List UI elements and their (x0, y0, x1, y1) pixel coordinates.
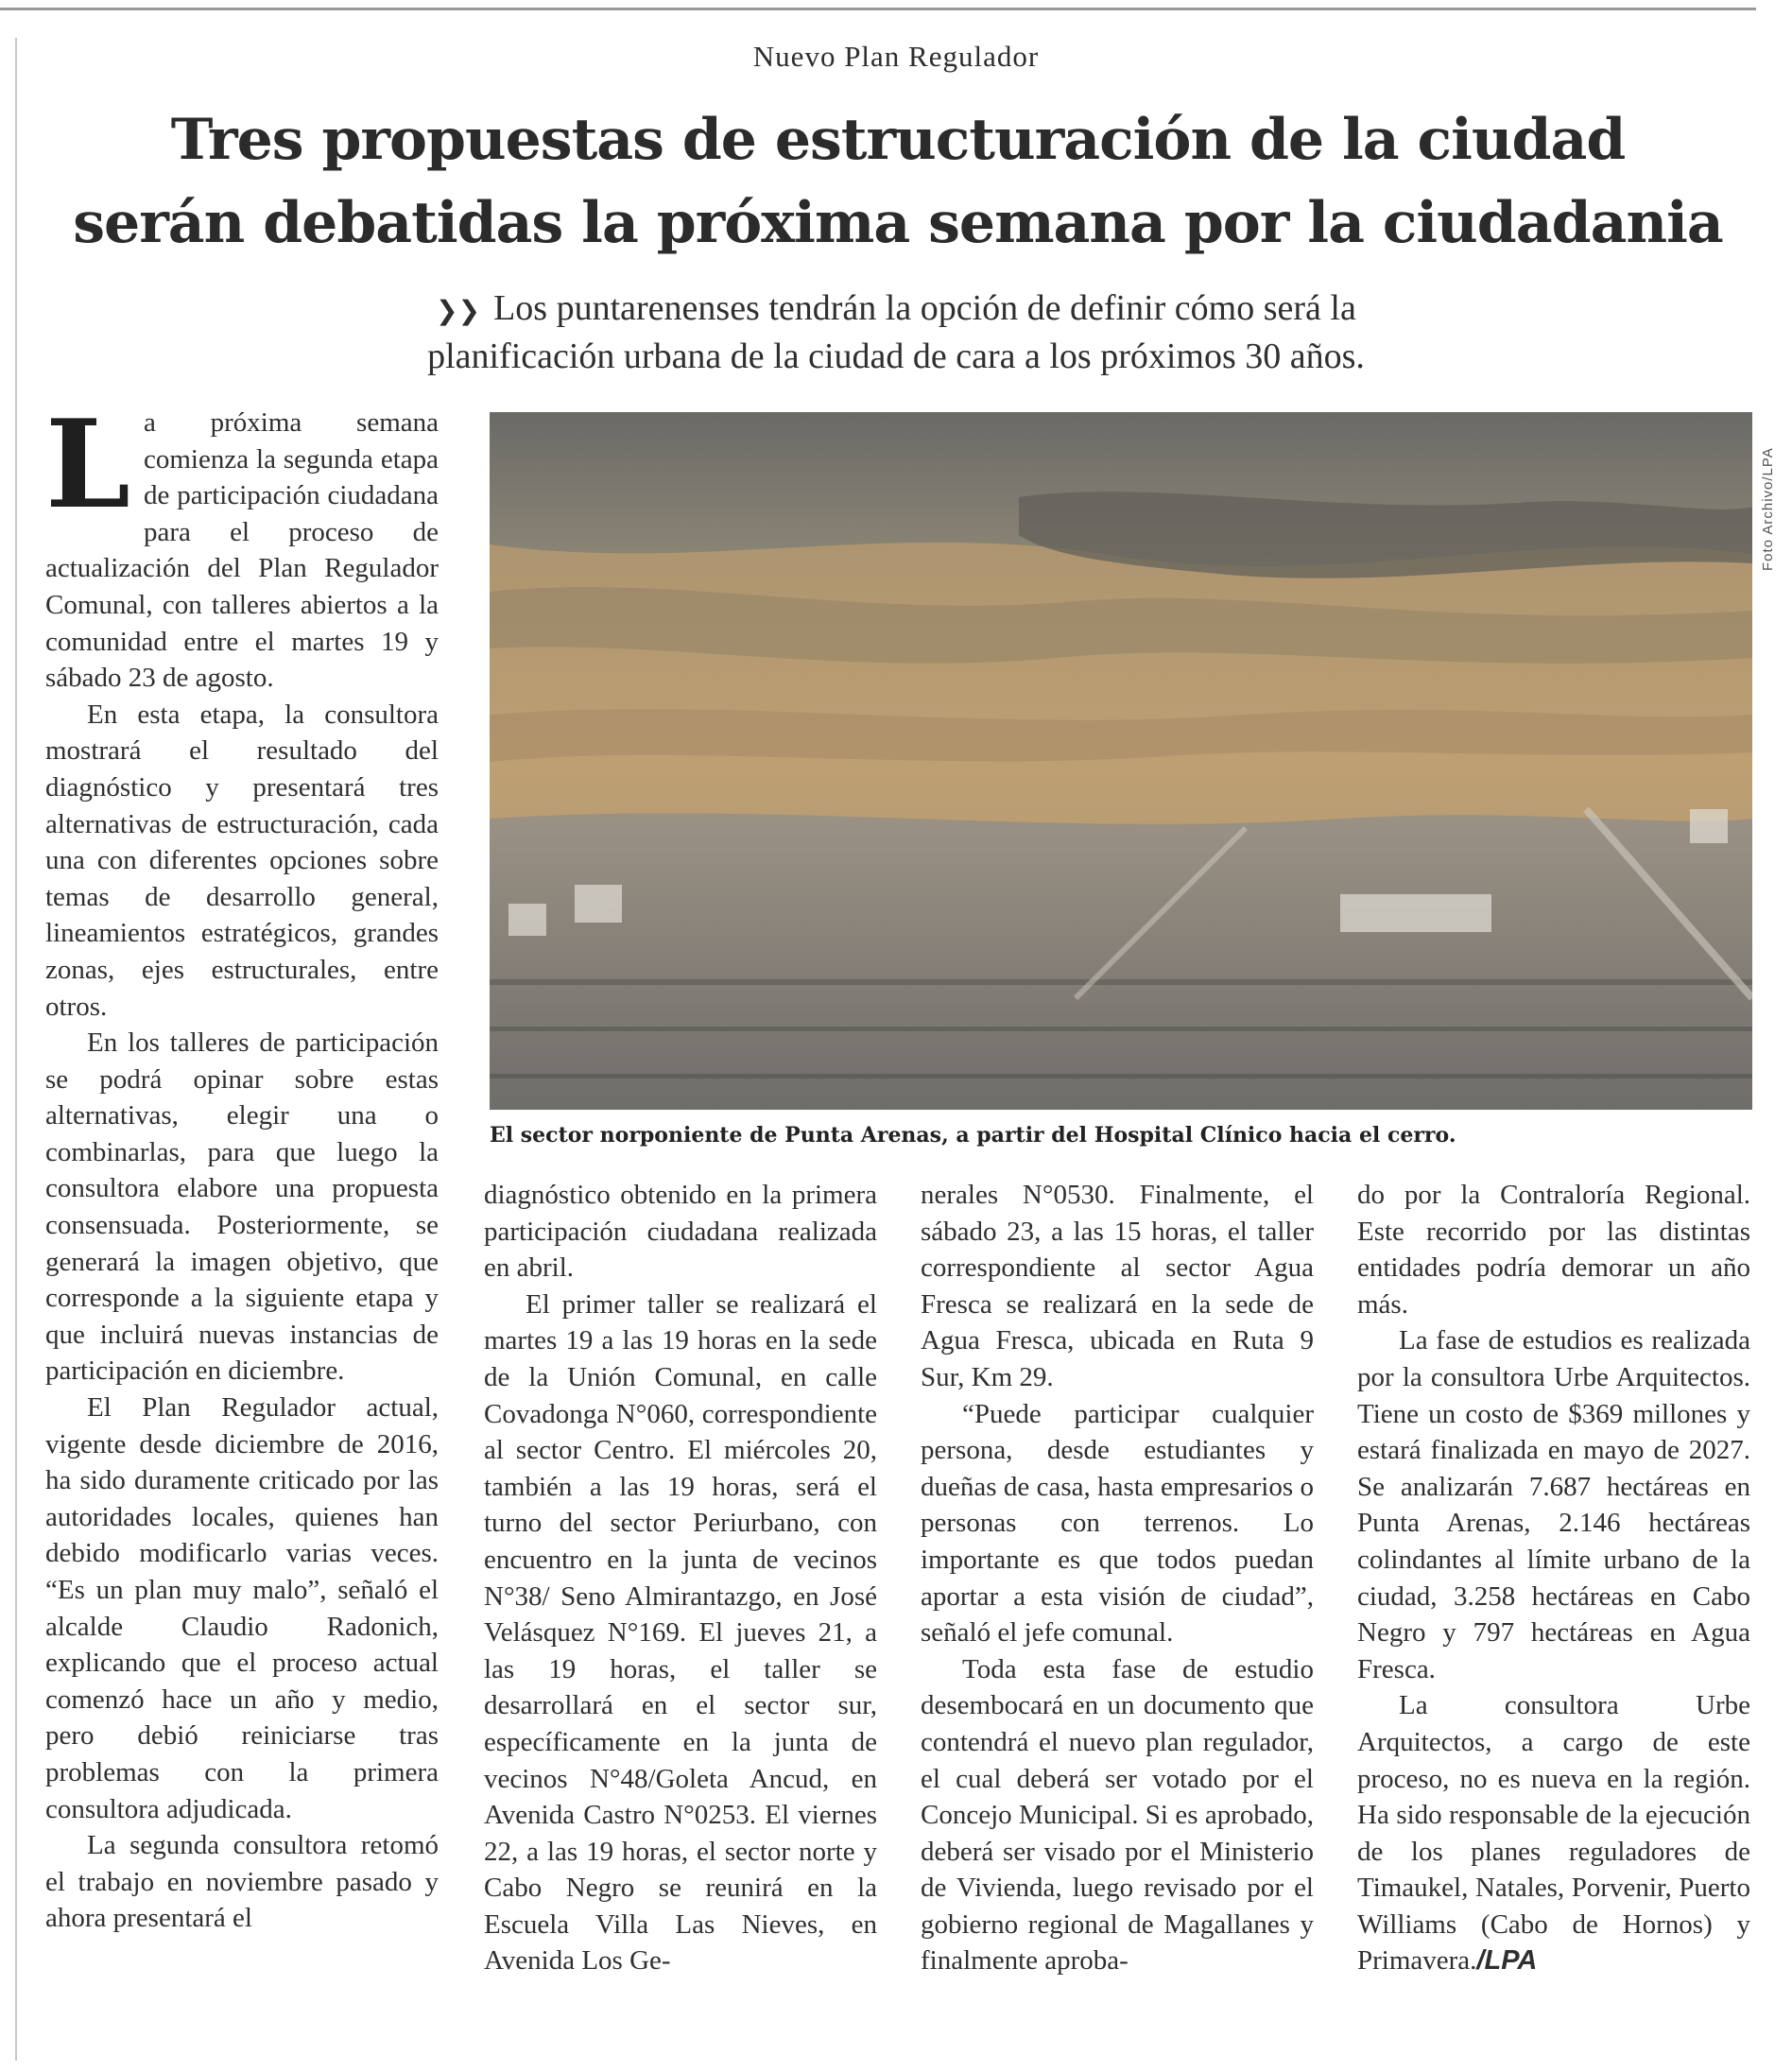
paragraph-text: a próxima semana comienza la segunda etapa de participación ciudadana para el proceso de actualización del Plan Regulador Comunal, con talleres abiertos a la comunidad entre el martes 19 y sábado 23 de agosto. (45, 407, 439, 694)
photo-illustration (490, 412, 1752, 1110)
paragraph: La segunda consultora retomó el trabajo en noviembre pasado y ahora presentará el (45, 1830, 439, 1934)
paragraph: El primer taller se realizará el martes 19 a las 19 horas en la sede de la Unión Comunal, en calle Covadonga N°060, correspondiente al sector Centro. El miércoles 20, también a las 19 horas, será el turno del sector Periurbano, con encuentro en la junta de vecinos N°38/ Seno Almirantazgo, en José Velásquez N°169. El jueves 21, a las 19 horas, el taller se desarrollará en el sector sur, específicamente en la junta de vecinos N°48/Goleta Ancud, en Avenida Castro N°0253. El viernes 22, a las 19 horas, el sector norte y Cabo Negro se reunirá en la Escuela Villa Las Nieves, en Avenida Los Ge- (484, 1288, 877, 1977)
paragraph: “Puede participar cualquier persona, desde estudiantes y dueñas de casa, hasta empresarios o personas con terrenos. Lo importante es que todos puedan aportar a esta visión de ciudad”, señaló el jefe comunal. (921, 1398, 1314, 1649)
column-rule (15, 38, 17, 2061)
paragraph: El Plan Regulador actual, vigente desde diciembre de 2016, ha sido duramente criticado por las autoridades locales, quienes han debido modificarlo varias veces. “Es un plan muy malo”, señaló el alcalde Claudio Radonich, explicando que el proceso actual comenzó hace un año y medio, pero debió reiniciarse tras problemas con la primera consultora adjudicada. (45, 1392, 439, 1824)
article-column-2 (484, 1177, 877, 1979)
headline (38, 98, 1758, 265)
paragraph: La fase de estudios es realizada por la consultora Urbe Arquitectos. Tiene un costo de $369 millones y estará finalizada en mayo de 2027. Se analizarán 7.687 hectáreas en Punta Arenas, 2.146 hectáreas colindantes al límite urbano de la ciudad, 3.258 hectáreas en Cabo Negro y 797 hectáreas en Agua Fresca. (1357, 1325, 1750, 1684)
article-column-3 (921, 1177, 1314, 1979)
deck-line-1: Los puntarenenses tendrán la opción de definir cómo será la (493, 288, 1356, 328)
paragraph (45, 394, 439, 697)
section-kicker: Nuevo Plan Regulador (752, 40, 1040, 73)
paragraph: Toda esta fase de estudio desembocará en un documento que contendrá el nuevo plan regulador, el cual deberá ser votado por el Concejo Municipal. Si es aprobado, deberá ser visado por el Ministerio de Vivienda, luego revisado por el gobierno regional de Magallanes y finalmente aproba- (921, 1653, 1314, 1977)
drop-cap: L (45, 394, 130, 536)
article-column-4 (1357, 1177, 1750, 1979)
deck-line-2: planificación urbana de la ciudad de cara a los próximos 30 años. (427, 337, 1365, 376)
paragraph (1357, 1687, 1750, 1979)
photo-credit: Foto Archivo/LPA (1760, 447, 1776, 571)
paragraph: do por la Contraloría Regional. Este recorrido por las distintas entidades podría demorar un año más. (1357, 1180, 1750, 1320)
article-column-1 (45, 394, 439, 1937)
headline-line-1: Tres propuestas de estructuración de la ciudad (170, 107, 1626, 173)
signature: /LPA (1476, 1945, 1538, 1977)
chevron-right-icon: ❯❯ (436, 295, 481, 326)
city-aerial-photo (490, 412, 1752, 1110)
photo-caption: El sector norponiente de Punta Arenas, a partir del Hospital Clínico hacia el cerro. (490, 1123, 1456, 1148)
paragraph: diagnóstico obtenido en la primera participación ciudadana realizada en abril. (484, 1180, 877, 1284)
paragraph: En esta etapa, la consultora mostrará el resultado del diagnóstico y presentará tres alternativas de estructuración, cada una con diferentes opciones sobre temas de desarrollo general, lineamientos estratégicos, grandes zonas, ejes estructurales, entre otros. (45, 699, 439, 1022)
paragraph: nerales N°0530. Finalmente, el sábado 23, a las 15 horas, el taller correspondiente al sector Agua Fresca se realizará en la sede de Agua Fresca, ubicada en Ruta 9 Sur, Km 29. (921, 1180, 1314, 1392)
headline-line-2: serán debatidas la próxima semana por la ciudadania (73, 190, 1723, 256)
paragraph-text: La consultora Urbe Arquitectos, a cargo de este proceso, no es nueva en la región. Ha sido responsable de la ejecución de los planes reguladores de Timaukel, Natales, Porvenir, Puerto Williams (Cabo de Hornos) y Primavera. (1357, 1690, 1750, 1977)
deck (340, 285, 1452, 379)
top-rule (0, 8, 1756, 10)
paragraph: En los talleres de participación se podrá opinar sobre estas alternativas, elegir una o combinarlas, para que luego la consultora elabore una propuesta consensuada. Posteriormente, se generará la imagen objetivo, que corresponde a la siguiente etapa y que incluirá nuevas instancias de participación en diciembre. (45, 1027, 439, 1387)
